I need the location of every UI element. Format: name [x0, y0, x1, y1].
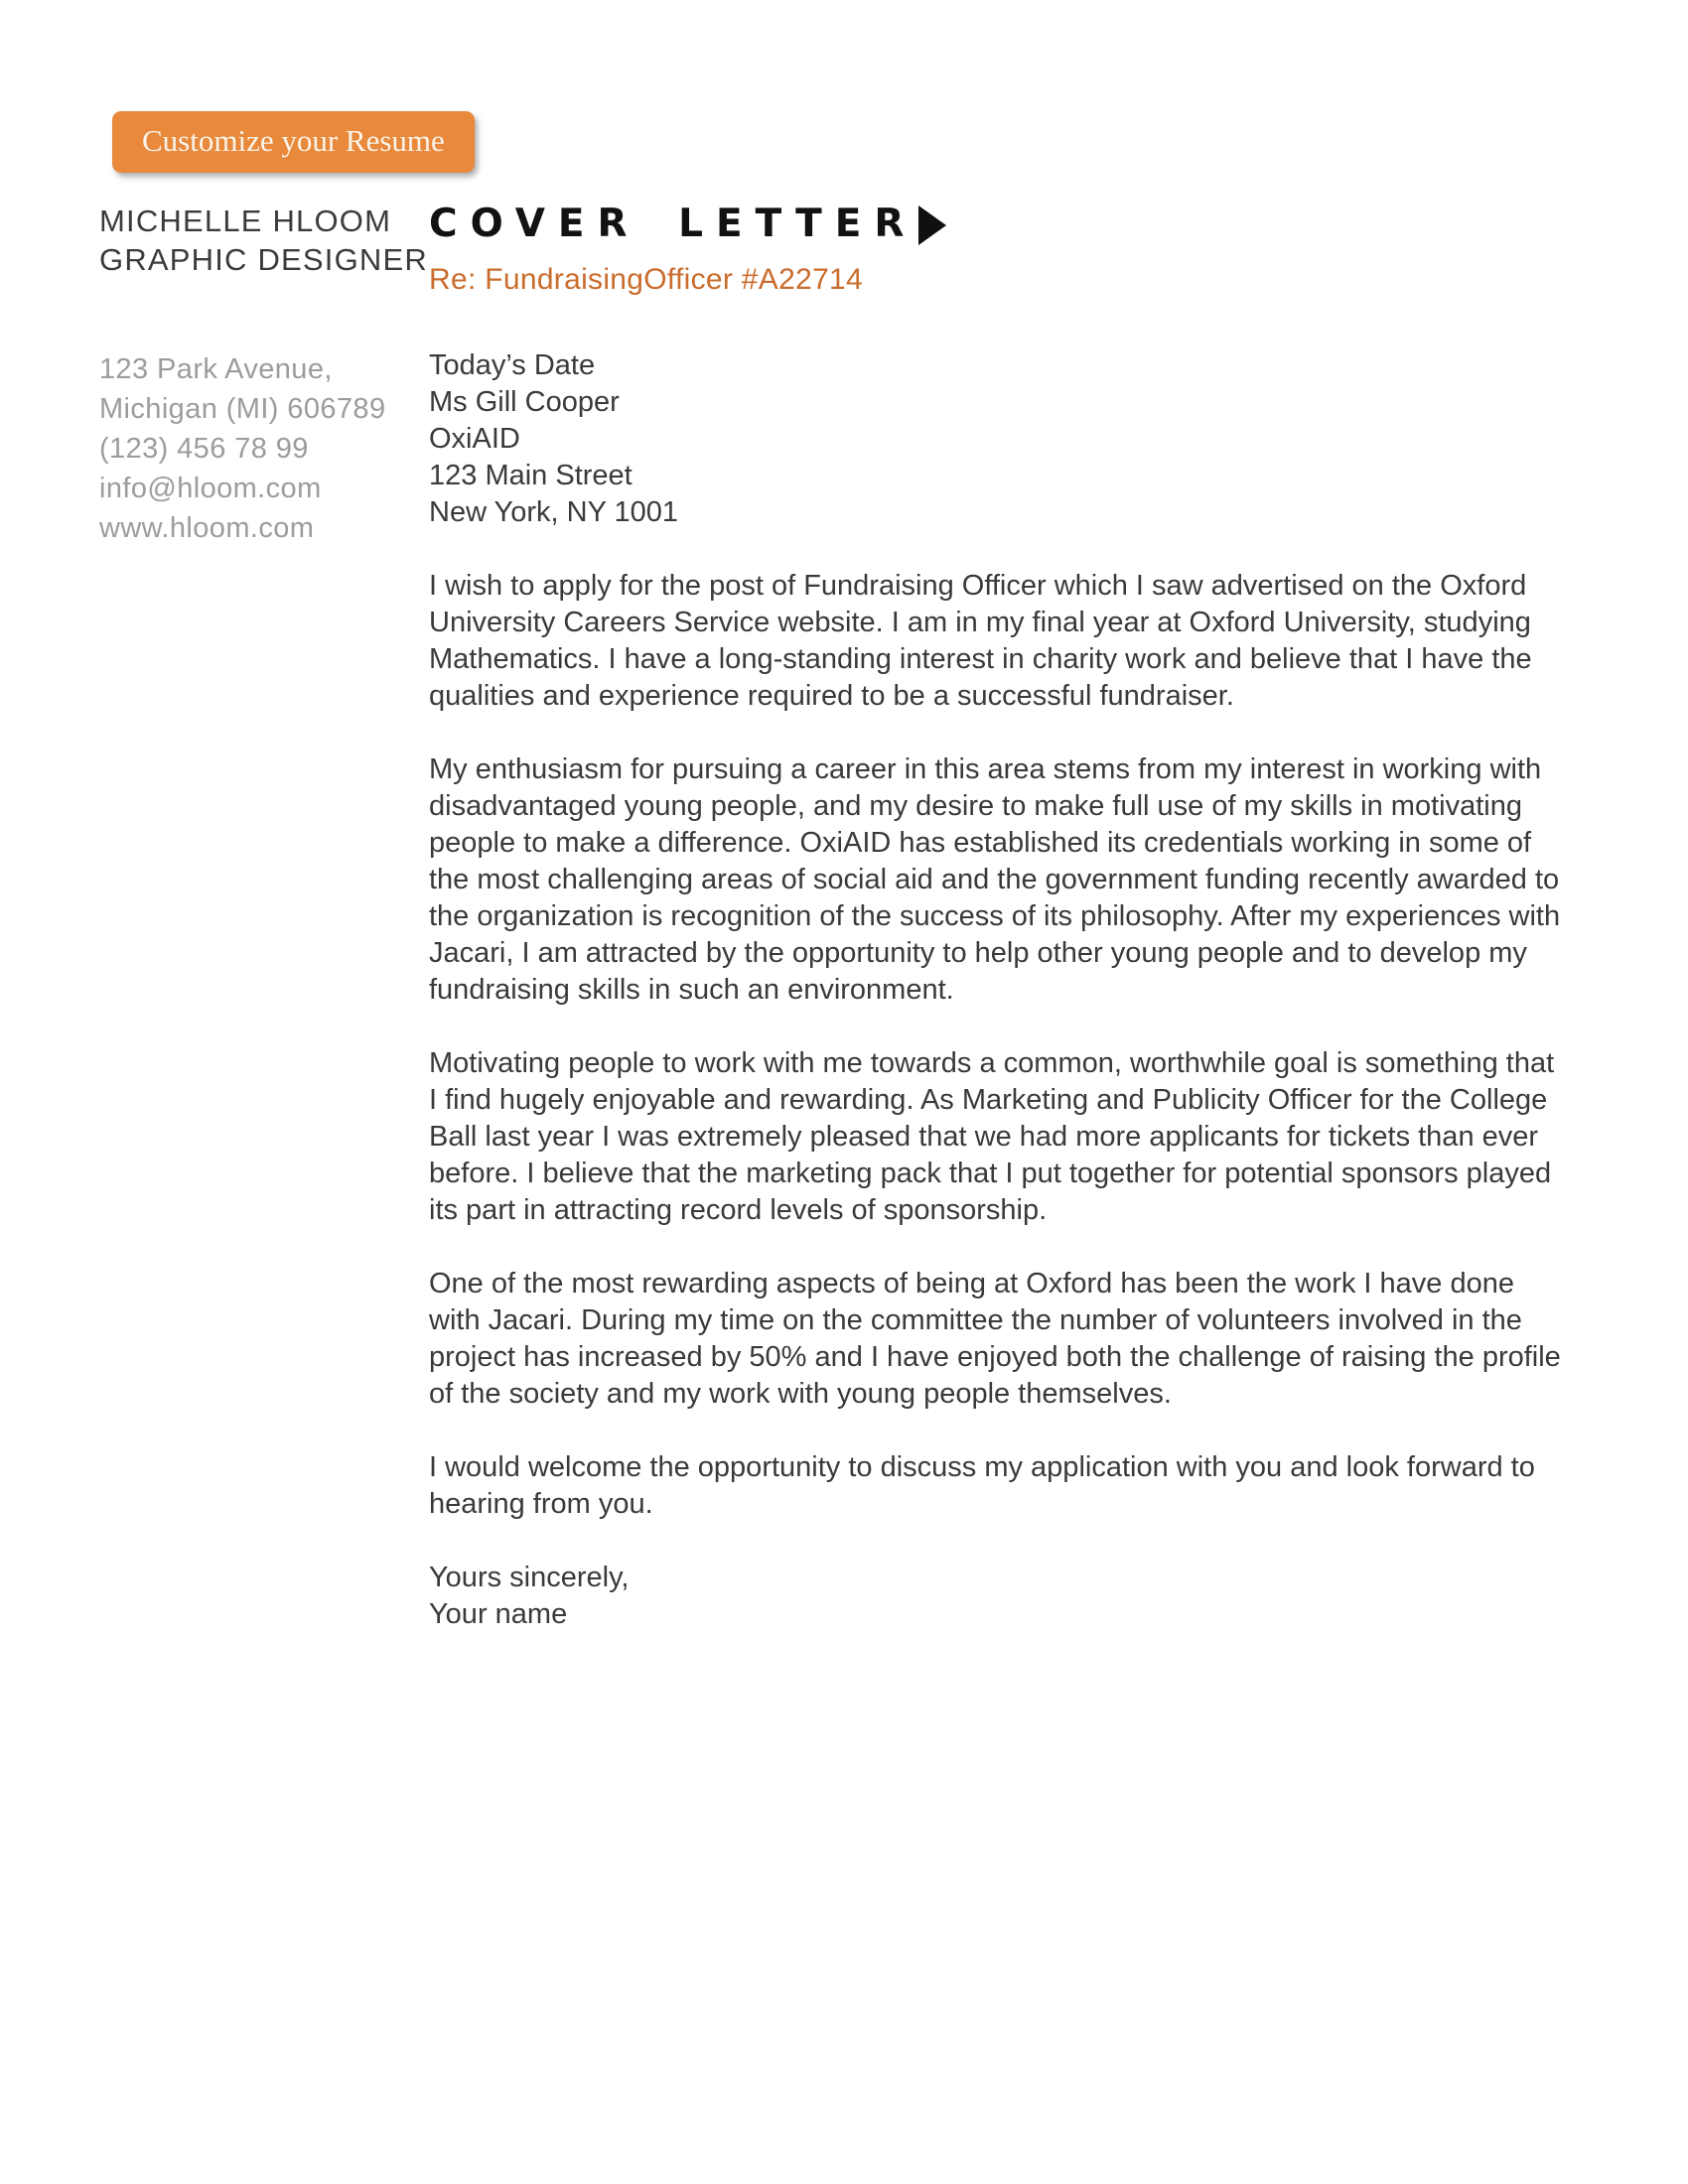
contact-city: Michigan (MI) 606789	[99, 393, 386, 425]
letter-paragraph-2: My enthusiasm for pursuing a career in this area stems from my interest in working with disadvantaged young people, and my desire to make full use of my skills in motivating people to make a difference. OxiAID has established its credentials working in some of the most challenging areas of social aid and the government funding recently awarded to the organization is recognition of the success of its philosophy. After my experiences with Jacari, I am attracted by the opportunity to help other young people and to develop my fundraising skills in such an environment.	[429, 753, 1561, 1006]
letter-title-row	[429, 204, 1561, 245]
recipient-block	[429, 347, 1561, 531]
play-arrow-icon	[918, 205, 946, 245]
contact-street: 123 Park Avenue,	[99, 353, 333, 385]
author-name: MICHELLE HLOOM	[99, 204, 392, 238]
closing-block	[429, 1560, 1561, 1633]
recipient-name: Ms Gill Cooper	[429, 386, 620, 418]
contact-website: www.hloom.com	[99, 512, 315, 544]
recipient-organization: OxiAID	[429, 423, 520, 455]
contact-block	[99, 349, 385, 548]
contact-email: info@hloom.com	[99, 473, 322, 504]
letter-paragraph-3: Motivating people to work with me towards a common, worthwhile goal is something that I find hugely enjoyable and rewarding. As Marketing and Publicity Officer for the College Ball last year I was extremely pleased that we had more applicants for tickets than ever before. I believe that the marketing pack that I put together for potential sponsors played its part in attracting record levels of sponsorship.	[429, 1047, 1555, 1226]
closing-salutation: Yours sincerely,	[429, 1562, 630, 1593]
letter-title: COVER LETTER	[429, 202, 917, 246]
recipient-street: 123 Main Street	[429, 460, 633, 491]
contact-phone: (123) 456 78 99	[99, 433, 309, 465]
recipient-city: New York, NY 1001	[429, 496, 678, 528]
letter-paragraph-1: I wish to apply for the post of Fundraising Officer which I saw advertised on the Oxford University Careers Service website. I am in my final year at Oxford University, studying Mathematics. I have a long-standing interest in charity work and believe that I have the qualities and experience required to be a successful fundraiser.	[429, 570, 1532, 712]
closing-signature: Your name	[429, 1598, 568, 1630]
identity-block	[99, 202, 428, 279]
customize-resume-button[interactable]: Customize your Resume	[112, 111, 475, 173]
author-job-title: GRAPHIC DESIGNER	[99, 242, 428, 277]
letter-body	[429, 204, 1561, 1633]
letter-subject: Re: FundraisingOfficer #A22714	[429, 263, 864, 296]
recipient-date: Today’s Date	[429, 349, 596, 381]
letter-paragraph-5: I would welcome the opportunity to discuss my application with you and look forward to hearing from you.	[429, 1451, 1535, 1520]
letter-paragraph-4: One of the most rewarding aspects of being at Oxford has been the work I have done with Jacari. During my time on the committee the number of volunteers involved in the project has increased by 50% and I have enjoyed both the challenge of raising the profile of the society and my work with young people themselves.	[429, 1268, 1561, 1410]
